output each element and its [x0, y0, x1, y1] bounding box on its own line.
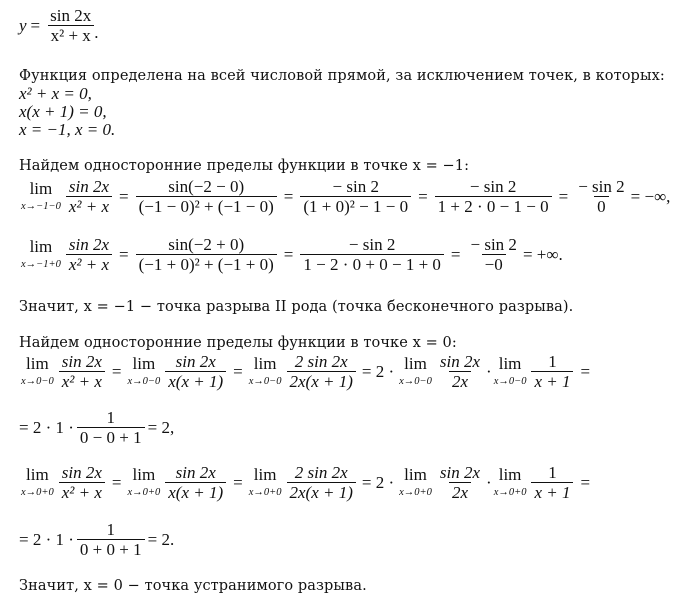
limit-left-zero-continuation — [19, 408, 174, 447]
denominator: x² + x — [59, 482, 105, 502]
limit-right-zero — [19, 463, 594, 502]
limit-left-zero — [19, 352, 594, 391]
lim-subscript: x→0+0 — [21, 487, 54, 498]
fraction — [66, 235, 112, 274]
limit-result: = 2. — [147, 529, 175, 549]
denominator: 0 − 0 + 1 — [77, 427, 145, 447]
lim-subscript: x→0−0 — [21, 376, 54, 387]
denominator: 2x — [449, 482, 471, 502]
fraction — [531, 463, 573, 502]
fraction — [468, 235, 520, 274]
domain-equation-2: x(x + 1) = 0, — [19, 102, 107, 121]
numerator: 1 — [548, 463, 557, 482]
numerator: sin 2x — [50, 6, 92, 25]
numerator: sin 2x — [61, 352, 102, 371]
equals-sign: = — [233, 472, 243, 492]
denominator: x² + x — [48, 25, 94, 45]
function-fraction — [47, 6, 94, 45]
numerator: − sin 2 — [469, 177, 517, 196]
fraction — [59, 352, 105, 391]
denominator: (1 + 0)² − 1 − 0 — [300, 196, 411, 216]
fraction — [437, 352, 483, 391]
domain-statement: Функция определена на всей числовой прямой, за исключением точек, в которых: — [19, 68, 665, 84]
fraction — [136, 235, 277, 274]
equals-sign: = — [111, 472, 122, 492]
lim-label: lim — [29, 179, 53, 198]
denominator: 2x(x + 1) — [287, 371, 356, 391]
fraction — [300, 177, 411, 216]
heading-point-zero: Найдем односторонние пределы функции в точке x = 0: — [19, 335, 457, 351]
fraction — [165, 352, 226, 391]
lim-label: lim — [253, 465, 277, 484]
numerator: − sin 2 — [332, 177, 379, 196]
denominator: x² + x — [66, 254, 112, 274]
numerator: sin(−2 − 0) — [168, 177, 245, 196]
denominator: 1 − 2 · 0 + 0 − 1 + 0 — [300, 254, 444, 274]
heading-point-minus-one: Найдем односторонние пределы функции в точке x = −1: — [19, 158, 470, 174]
equals-sign: = — [558, 186, 569, 206]
lim-label: lim — [132, 465, 156, 484]
lim-operator — [128, 355, 161, 388]
denominator: 0 — [594, 196, 609, 216]
equals-sign: = — [30, 15, 41, 35]
numerator: 1 — [106, 520, 116, 539]
numerator: sin 2x — [175, 463, 216, 482]
lim-operator — [21, 466, 54, 499]
lim-label: lim — [29, 237, 53, 256]
function-lhs: y — [19, 15, 27, 35]
fraction — [437, 463, 483, 502]
lim-label: lim — [404, 465, 427, 484]
numerator: − sin 2 — [578, 177, 625, 196]
equals-sign: = — [233, 361, 243, 381]
lim-label: lim — [498, 465, 522, 484]
denominator: x(x + 1) — [165, 371, 226, 391]
denominator: x(x + 1) — [165, 482, 226, 502]
numerator: sin 2x — [68, 177, 109, 196]
lim-subscript: x→0+0 — [399, 487, 432, 498]
equals-sign: = — [283, 244, 294, 264]
equals-sign: = — [119, 186, 129, 206]
limit-result: = −∞, — [630, 186, 671, 206]
lim-subscript: x→0−0 — [127, 376, 161, 387]
denominator: 2x — [449, 371, 471, 391]
lim-operator — [399, 466, 432, 499]
prefix: = 2 · 1 · — [19, 529, 74, 549]
equals-sign: = — [119, 244, 129, 264]
numerator: sin(−2 + 0) — [168, 235, 245, 254]
numerator: sin 2x — [68, 235, 109, 254]
conclusion-zero: Значит, x = 0 − точка устранимого разрыва. — [19, 578, 367, 594]
denominator: x² + x — [66, 196, 112, 216]
domain-equation-3: x = −1, x = 0. — [19, 120, 116, 139]
fraction — [435, 177, 552, 216]
limit-result: = +∞. — [522, 244, 563, 264]
fraction — [77, 408, 145, 447]
lim-operator — [494, 466, 527, 499]
dot-operator: · — [486, 361, 492, 381]
lim-operator — [249, 355, 282, 388]
lim-operator — [399, 355, 432, 388]
lim-label: lim — [26, 354, 49, 373]
fraction — [300, 235, 444, 274]
limit-right-minus-one — [19, 235, 563, 274]
denominator: 1 + 2 · 0 − 1 − 0 — [435, 196, 552, 216]
coefficient: = 2 · — [361, 361, 395, 381]
denominator: x + 1 — [531, 371, 573, 391]
numerator: − sin 2 — [470, 235, 517, 254]
numerator: sin 2x — [61, 463, 102, 482]
denominator: x² + x — [59, 371, 105, 391]
equals-sign: = — [450, 244, 461, 264]
lim-subscript: x→−1−0 — [21, 201, 61, 212]
lim-subscript: x→0−0 — [248, 376, 282, 387]
lim-subscript: x→0+0 — [248, 487, 282, 498]
numerator: 1 — [106, 408, 116, 427]
prefix: = 2 · 1 · — [19, 417, 74, 437]
lim-subscript: x→0−0 — [399, 376, 432, 387]
lim-subscript: x→−1+0 — [21, 259, 61, 270]
numerator: sin 2x — [439, 463, 481, 482]
numerator: 2 sin 2x — [294, 463, 348, 482]
equals-sign: = — [418, 186, 428, 206]
numerator: − sin 2 — [348, 235, 396, 254]
fraction — [77, 520, 145, 559]
lim-operator — [494, 355, 527, 388]
fraction — [575, 177, 627, 216]
lim-operator — [249, 466, 282, 499]
denominator: (−1 + 0)² + (−1 + 0) — [136, 254, 277, 274]
denominator: 2x(x + 1) — [287, 482, 356, 502]
equals-sign: = — [580, 472, 591, 492]
lim-operator — [128, 466, 161, 499]
lim-label: lim — [498, 354, 522, 373]
lim-subscript: x→0+0 — [493, 487, 527, 498]
numerator: 2 sin 2x — [294, 352, 348, 371]
denominator: 0 + 0 + 1 — [77, 539, 145, 559]
fraction — [165, 463, 226, 502]
lim-label: lim — [132, 354, 156, 373]
numerator: 1 — [548, 352, 557, 371]
numerator: sin 2x — [439, 352, 481, 371]
lim-operator — [21, 355, 54, 388]
limit-right-zero-continuation — [19, 520, 174, 559]
lim-operator — [21, 238, 61, 271]
coefficient: = 2 · — [361, 472, 395, 492]
period: . — [94, 22, 99, 42]
lim-operator — [21, 180, 61, 213]
denominator: −0 — [482, 254, 506, 274]
equals-sign: = — [111, 361, 122, 381]
function-definition — [19, 6, 98, 45]
limit-left-minus-one — [19, 177, 670, 216]
dot-operator: · — [486, 472, 492, 492]
equals-sign: = — [283, 186, 294, 206]
equals-sign: = — [580, 361, 591, 381]
denominator: x + 1 — [531, 482, 573, 502]
lim-label: lim — [253, 354, 277, 373]
fraction — [287, 352, 356, 391]
fraction — [59, 463, 105, 502]
conclusion-minus-one: Значит, x = −1 − точка разрыва II рода (точка бесконечного разрыва). — [19, 299, 574, 315]
lim-label: lim — [26, 465, 49, 484]
domain-equation-1: x² + x = 0, — [19, 84, 92, 103]
fraction — [136, 177, 277, 216]
limit-result: = 2, — [147, 417, 175, 437]
fraction — [531, 352, 573, 391]
numerator: sin 2x — [175, 352, 216, 371]
lim-subscript: x→0−0 — [493, 376, 527, 387]
lim-subscript: x→0+0 — [127, 487, 161, 498]
fraction — [287, 463, 356, 502]
fraction — [66, 177, 112, 216]
denominator: (−1 − 0)² + (−1 − 0) — [136, 196, 277, 216]
lim-label: lim — [404, 354, 427, 373]
